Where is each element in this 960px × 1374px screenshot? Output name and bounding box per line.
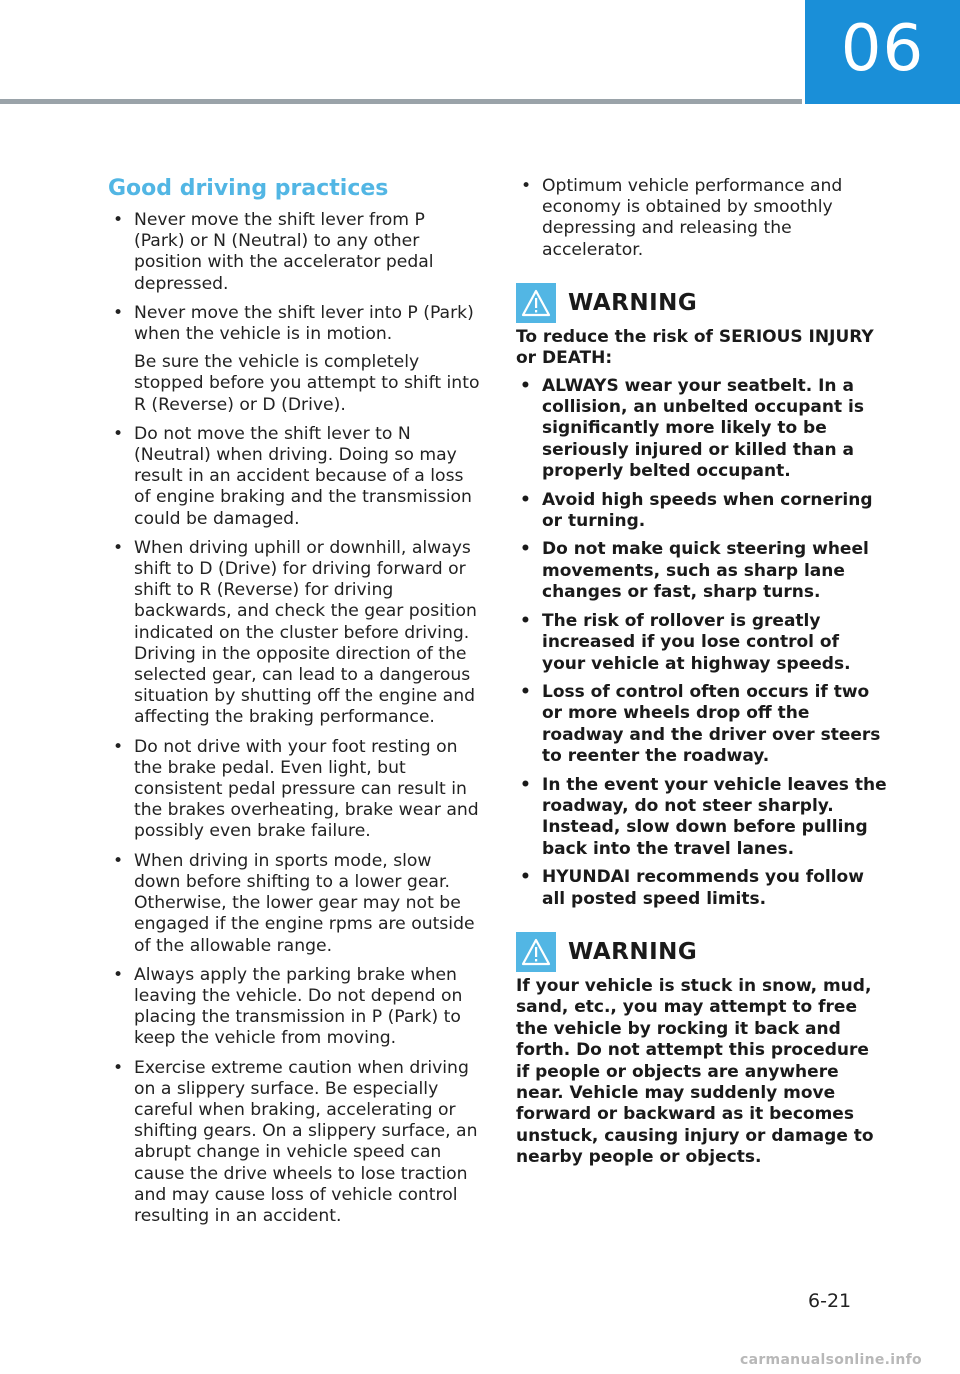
practices-list-continued bbox=[516, 176, 888, 261]
list-item: • Do not make quick steering wheel movements, such as sharp lane changes or fast, sharp turns. bbox=[516, 539, 888, 603]
watermark: carmanualsonline.info bbox=[740, 1352, 922, 1368]
warning-title: WARNING bbox=[568, 289, 698, 316]
list-item: • In the event your vehicle leaves the roadway, do not steer sharply. Instead, slow down before pulling back into the travel lanes. bbox=[516, 775, 888, 861]
list-item: • The risk of rollover is greatly increased if you lose control of your vehicle at highway speeds. bbox=[516, 611, 888, 675]
list-item: • When driving uphill or downhill, always shift to D (Drive) for driving forward or shift to R (Reverse) for driving backwards, and check the gear position indicated on the cluster before driving. Driving in the opposite direction of the selected gear, can lead to a dangerous situation by shutting off the engine and affecting the braking performance. bbox=[108, 538, 480, 729]
header-rule bbox=[0, 99, 802, 104]
list-item: • Optimum vehicle performance and economy is obtained by smoothly depressing and releasing the accelerator. bbox=[516, 176, 888, 261]
page-number: 6-21 bbox=[808, 1290, 852, 1312]
list-item: • Exercise extreme caution when driving on a slippery surface. Be especially careful when braking, accelerating or shifting gears. On a slippery surface, an abrupt change in vehicle speed can cause the drive wheels to lose traction and may cause loss of vehicle control resulting in an accident. bbox=[108, 1058, 480, 1228]
warning-list bbox=[516, 376, 888, 910]
list-item: • Loss of control often occurs if two or more wheels drop off the roadway and the driver over steers to reenter the roadway. bbox=[516, 682, 888, 768]
left-column bbox=[108, 174, 480, 1235]
warning-intro: To reduce the risk of SERIOUS INJURY or DEATH: bbox=[516, 326, 874, 369]
chapter-tab bbox=[805, 0, 960, 104]
list-item: • HYUNDAI recommends you follow all posted speed limits. bbox=[516, 867, 888, 910]
warning-box-1 bbox=[516, 283, 888, 910]
warning-triangle-icon bbox=[516, 932, 556, 972]
warning-triangle-icon bbox=[516, 283, 556, 323]
warning-header bbox=[516, 932, 888, 972]
list-item: • Do not move the shift lever to N (Neutral) when driving. Doing so may result in an accident because of a loss of engine braking and the transmission could be damaged. bbox=[108, 424, 480, 530]
warning-header bbox=[516, 283, 888, 323]
warning-body: If your vehicle is stuck in snow, mud, sand, etc., you may attempt to free the vehicle by rocking it back and forth. Do not attempt this procedure if people or objects are anywhere near. Vehicle may suddenly move forward or backward as it becomes unstuck, causing injury or damage to nearby people or objects. bbox=[516, 975, 874, 1168]
chapter-number: 06 bbox=[840, 12, 925, 86]
list-item: • When driving in sports mode, slow down before shifting to a lower gear. Otherwise, the lower gear may not be engaged if the engine rpms are outside of the allowable range. bbox=[108, 851, 480, 957]
warning-box-2 bbox=[516, 932, 888, 1169]
section-title: Good driving practices bbox=[108, 176, 389, 201]
list-item: • ALWAYS wear your seatbelt. In a collision, an unbelted occupant is significantly more likely to be seriously injured or killed than a properly belted occupant. bbox=[516, 376, 888, 483]
practices-list bbox=[108, 210, 480, 1227]
list-item: • Avoid high speeds when cornering or turning. bbox=[516, 490, 888, 533]
warning-title: WARNING bbox=[568, 938, 698, 965]
right-column bbox=[516, 176, 888, 1169]
list-item-note: Be sure the vehicle is completely stopped before you attempt to shift into R (Reverse) or D (Drive). bbox=[134, 352, 480, 415]
list-item: • Always apply the parking brake when leaving the vehicle. Do not depend on placing the transmission in P (Park) to keep the vehicle from moving. bbox=[108, 965, 480, 1050]
list-item: • Never move the shift lever into P (Park) when the vehicle is in motion. Be sure the vehicle is completely stopped before you attempt to shift into R (Reverse) or D (Drive). bbox=[108, 303, 480, 416]
list-item: • Never move the shift lever from P (Park) or N (Neutral) to any other position with the accelerator pedal depressed. bbox=[108, 210, 480, 295]
list-item: • Do not drive with your foot resting on the brake pedal. Even light, but consistent pedal pressure can result in the brakes overheating, brake wear and possibly even brake failure. bbox=[108, 737, 480, 843]
